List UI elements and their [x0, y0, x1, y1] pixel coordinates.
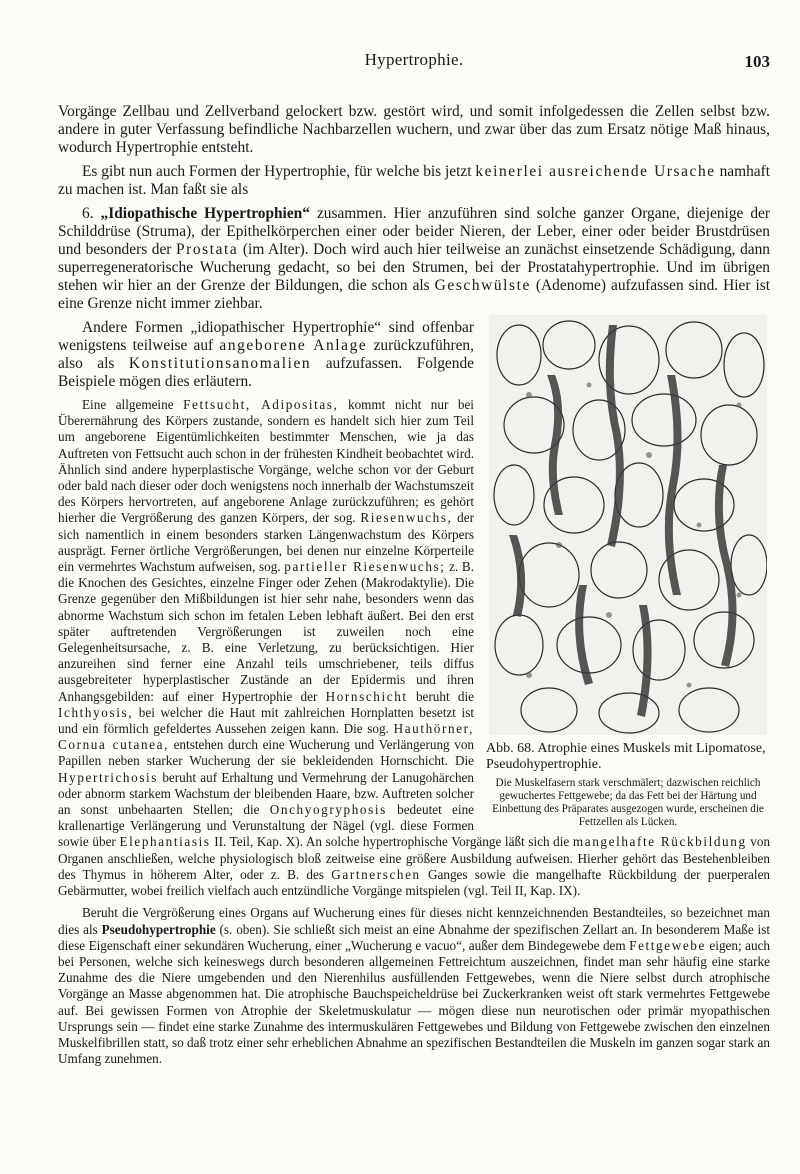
running-title: Hypertrophie. [364, 50, 464, 69]
p5-emph-hypertr: Hypertrichosis [58, 769, 159, 785]
section-heading: „Idiopathische Hypertrophien“ [100, 205, 310, 222]
figure-caption: Abb. 68. Atrophie eines Muskels mit Lipomatose, Pseudohypertrophie. [486, 741, 766, 772]
p5-text-i: bedeutet eine krallenartige Verlängerung und Verunstaltung der Nägel (vgl. diese Formen sowie über [58, 802, 475, 850]
p5-emph-hauth: Hauthörner, Cornua cutanea, [58, 721, 474, 753]
p5-text-l: Ganges sowie die mangelhafte Rückbildung der puerperalen Gebärmutter, wobei freilich vielfach auch entzündliche Vorgänge mitspielen (vgl. Teil II, Kap. IX). [58, 866, 771, 899]
p5-text-e: beruht die [415, 688, 474, 704]
p4-text-b: zurückzuführen, also als [58, 337, 474, 372]
p3-text-c: (Adenome) aufzufassen sind. Hier ist eine Grenze nicht immer ziehbar. [58, 277, 770, 312]
p5-text-f: bei welcher die Haut mit zahlreichen Hornplatten besetzt ist und ein förmlich gefeldertes Aussehen zeigen kann. Die sog. [58, 704, 474, 737]
figure-note: Die Muskelfasern stark verschmälert; dazwischen reichlich gewuchertes Fettgewebe; da das Fett bei der Härtung und Einbettung des Präparates ausgezogen wurde, erscheinen die Fettzellen als Lücken. [492, 777, 764, 828]
micrograph-drawing [489, 315, 767, 735]
p2-text-a: Es gibt nun auch Formen der Hypertrophie, für welche bis jetzt [82, 163, 472, 180]
p6-text-a: Beruht die Vergrößerung eines Organs auf Wucherung eines für dieses nicht kennzeichnenden Bestandteiles, so bezeichnet man dies als [58, 905, 770, 937]
p5-text-a: Eine allgemeine [82, 397, 174, 412]
p5-emph-partiell: partieller Riesenwuchs; [284, 559, 446, 575]
paragraph-1: Vorgänge Zellbau und Zellverband gelockert bzw. gestört wird, und somit infolgedessen die Zellen selbst bzw. andere in guter Verfassung befindliche Nachbarzellen wuchern, und zwar über das zum Ersatz nötige Maß hinaus, wodurch Hypertrophie entsteht. [58, 103, 770, 156]
p6-emph-pseudo: Pseudohypertrophie [101, 921, 216, 937]
p5-emph-gartner: Gartnerschen [331, 866, 421, 882]
figure-68 [486, 315, 770, 829]
p4-emph-konst: Konstitutionsanomalien [128, 355, 312, 372]
p5-emph-eleph: Elephantiasis [119, 834, 211, 850]
section-number: 6. [82, 205, 94, 222]
p4-text-a: Andere Formen „idiopathischer Hypertrophie“ sind offenbar wenigstens teilweise auf [58, 319, 474, 354]
running-head [58, 0, 770, 71]
p5-emph-ich: Ichthyosis, [58, 704, 134, 720]
p2-emph: keinerlei ausreichende Ursache [475, 163, 716, 180]
p5-emph-onych: Onchyogryphosis [269, 802, 387, 818]
p5-emph-riesen: Riesenwuchs, [360, 510, 453, 526]
p6-text-c: eigen; auch bei Personen, welche sich keineswegs durch besonderen allgemeinen Fettreichtum auszeichnen, findet man sehr häufig eine starke Zunahme des die Niere umgebenden und den Nierenhilus ausfüllenden Fettgewebes, wenn die Niere selbst durch atrophische Vorgänge an Masse abgenommen hat. Die atrophische Bauchspeicheldrüse bei Zuckerkranken weist oft stark vermehrtes Fettgewebe auf. Bei gewissen Formen von Atrophie der Skeletmuskulatur — mögen diese nun neurotischen oder primär myopathischen Ursprungs sein — findet eine starke Zunahme des intermuskulären Fettgewebes und Bildung von Fettgewebe zwischen den einzelnen Muskelfibrillen statt, so daß trotz einer sehr erheblichen Abnahme an spezifischen Bestandteilen die Muskeln im ganzen sogar stark an Umfang zunehmen. [58, 937, 771, 1067]
p5-text-j: II. Teil, Kap. X). An solche hypertrophische Vorgänge läßt sich die [214, 834, 570, 850]
paragraph-6 [58, 905, 770, 1067]
p2-text-c: namhaft zu machen ist. Man faßt sie als [58, 163, 771, 198]
p3-text-b: (im Alter). Doch wird auch hier teilweise an zunächst einsetzende Schädigung, dann superregeneratorische Wucherung gedacht, so bei den Strumen, bei der Prostatahypertrophie. Und im übrigen stehen wir hier an der Grenze der Bildungen, die schon als [58, 241, 770, 294]
paragraph-3 [58, 205, 770, 313]
micrograph-image [489, 315, 767, 735]
p3-emph-geschwuelste: Geschwülste [434, 277, 531, 294]
p4-text-c: aufzufassen. Folgende Beispiele mögen dies erläutern. [58, 355, 474, 390]
body-text [58, 103, 770, 1067]
paragraph-2 [58, 163, 770, 199]
p5-text-h: beruht auf Erhaltung und Vermehrung der Lanugohärchen oder abnorm starkem Wachstum der bleibenden Haare, bzw. Auftreten solcher an sonst unbehaarten Stellen; die [58, 769, 474, 818]
p6-text-b: (s. oben). Sie schließt sich meist an eine Abnahme der spezifischen Zellart an. In besonderem Maße ist diese Eigenschaft einer sekundären Wucherung, einer „Wucherung e vacuo“, außer dem Bindegewebe dem [58, 921, 771, 953]
p5-text-b: kommt nicht nur bei Überernährung des Körpers zustande, sondern es handelt sich hier zum Teil um angeborene Eigentümlichkeiten bestimmter Menschen, wie ja das Auftreten von Fettsucht auch schon in der frühesten Kindheit beobachtet wird. Ähnlich sind andere hyperplastische Vorgänge, welche schon vor der Geburt oder bald nach dieser oder doch wenigstens noch innerhalb der Wachstumszeit des Körpers hervortreten, auf angeborene Anlage zurückzuführen; es gehört hierher die Vergrößerung des ganzen Körpers, der sog. [58, 397, 474, 526]
p3-emph-prostata: Prostata [175, 241, 239, 258]
p5-emph-mangel: mangelhafte Rückbildung [572, 834, 747, 850]
p5-text-g: entstehen durch eine Wucherung und Verlängerung von Papillen neben starker Wucherung der sie bekleidenden Hornschicht. Die [58, 737, 475, 769]
p4-emph-anlage: angeborene Anlage [219, 337, 368, 354]
p6-emph-fettg: Fettgewebe [629, 937, 706, 953]
page [58, 0, 771, 1067]
p5-text-d: z. B. die Knochen des Gesichtes, einzelne Finger oder Zehen (Makrodaktylie). Die Grenze gegenüber den Mißbildungen ist hier sehr nahe, besonders wenn das abnorme Wachstum sich schon im fetalen Leben lebhaft äußert. Bei den erst später auftretenden Vergrößerungen ist zuweilen noch eine Gelegenheitsursache, z. B. eine Verletzung, zu berücksichtigen. Hier anzureihen sind ferner eine Anzahl teils umschriebener, teils diffus ausgebreiteter hyperplastischer Zustände an der Epidermis und ihren Anhangsgebilden: auf einer Hypertrophie der [58, 559, 475, 704]
p5-text-k: von Organen anschließen, welche physiologisch bloß zeitweise eine größere Ausbildung aufweisen. Hierher gehört das Bestehenbleiben des Thymus in höherem Alter, oder z. B. des [58, 834, 771, 882]
p5-emph-fett: Fettsucht, Adipositas, [183, 397, 339, 412]
p5-text-c: der sich namentlich in einem besonders starken Längenwachstum des Körpers ausprägt. Ferner örtliche Vergrößerungen, bei denen nur einzelne Körperteile ein vermehrtes Wachstum aufweisen, sog. [58, 510, 475, 575]
p5-emph-horn: Hornschicht [325, 688, 408, 704]
page-number: 103 [744, 52, 770, 71]
p3-text-a: zusammen. Hier anzuführen sind solche ganzer Organe, diejenige der Schilddrüse (Struma), der Epithelkörperchen einer oder beider Nieren, der Leber, einer oder beider Brustdrüsen und besonders der [58, 205, 771, 258]
